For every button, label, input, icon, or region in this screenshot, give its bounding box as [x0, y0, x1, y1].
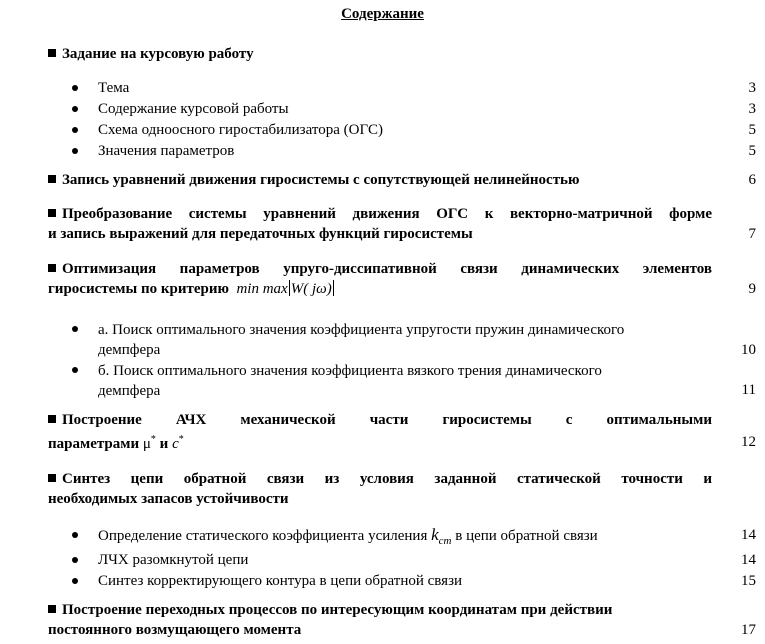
toc-page: 3 [748, 101, 756, 117]
square-bullet-icon [48, 605, 56, 613]
toc-page: 14 [741, 527, 756, 543]
toc-page: 14 [741, 552, 756, 568]
bullet-icon [72, 106, 78, 112]
section-equations: Запись уравнений движения гиросистемы с сопутствующей нелинейностью [48, 170, 688, 190]
section-transform: Преобразование системы уравнений движения ОГС к векторно-матричной форме и запись выражений для передаточных функций гиросистемы [48, 206, 712, 242]
toc-item-gain: Определение статического коэффициента усиления $k_{ст}$ в цепи обратной связи [98, 525, 598, 547]
bullet-icon [72, 367, 78, 373]
criterion-formula: min max W( jω) [236, 281, 332, 297]
toc-item-spring: а. Поиск оптимального значения коэффициента упругости пружин динамического демпфера [98, 322, 625, 358]
toc-page: 7 [748, 226, 756, 242]
bullet-icon [72, 85, 78, 91]
toc-item-viscous: б. Поиск оптимального значения коэффициента вязкого трения динамического демпфера [98, 363, 602, 399]
toc-item-correction: Синтез корректирующего контура в цепи обратной связи [98, 573, 463, 589]
toc-page: 9 [748, 281, 756, 297]
page-title: Содержание [341, 6, 424, 22]
square-bullet-icon [48, 474, 56, 482]
square-bullet-icon [48, 49, 56, 57]
toc-page: 3 [748, 80, 756, 96]
bullet-icon [72, 578, 78, 584]
square-bullet-icon [48, 264, 56, 272]
section-task-title: Задание на курсовую работу [62, 46, 254, 62]
toc-page: 10 [741, 342, 756, 358]
section-task [48, 44, 712, 64]
square-bullet-icon [48, 175, 56, 183]
toc-item-scheme: Схема одноосного гиростабилизатора (ОГС) [98, 122, 383, 138]
toc-page: 11 [741, 382, 756, 398]
square-bullet-icon [48, 209, 56, 217]
bullet-icon [72, 532, 78, 538]
toc-page: 5 [748, 122, 756, 138]
section-afc: Построение АЧХ механической части гиросистемы с оптимальными параметрами μ* и c* [48, 412, 712, 452]
toc-page: 15 [741, 573, 756, 589]
toc-item-params: Значения параметров [98, 143, 235, 159]
toc-item-contents: Содержание курсовой работы [98, 101, 289, 117]
section-feedback: Синтез цепи обратной связи из условия заданной статической точности и необходимых запасов устойчивости [48, 471, 712, 507]
toc-page: 12 [741, 434, 756, 450]
square-bullet-icon [48, 415, 56, 423]
bullet-icon [72, 148, 78, 154]
bullet-icon [72, 557, 78, 563]
bullet-icon [72, 127, 78, 133]
toc-page: 5 [748, 143, 756, 159]
section-optimization: Оптимизация параметров упруго-диссипативной связи динамических элементов гиросистемы по критерию min max W( jω) [48, 261, 712, 297]
bullet-icon [72, 326, 78, 332]
toc-item-lfc: ЛЧХ разомкнутой цепи [98, 552, 249, 568]
toc-page: 17 [741, 622, 756, 638]
toc-page: 6 [748, 172, 756, 188]
toc-item-topic: Тема [98, 80, 130, 96]
section-transients: Построение переходных процессов по интересующим координатам при действии постоянного возмущающего момента [48, 602, 613, 638]
